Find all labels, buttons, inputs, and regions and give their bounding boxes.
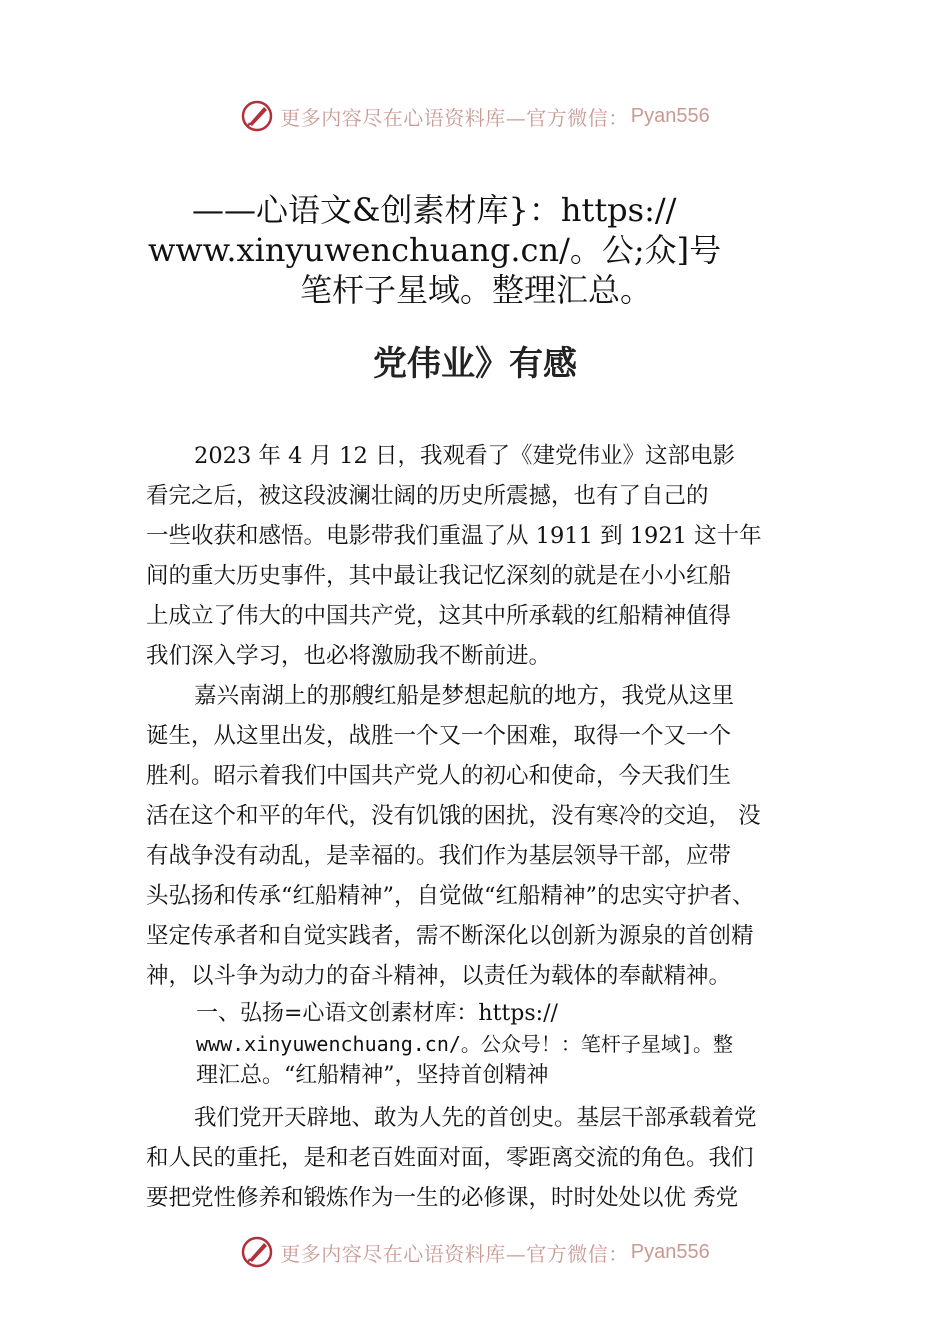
text-line: 一些收获和感悟。电影带我们重温了从 1911 到 1921 这十年: [146, 523, 762, 549]
text-line: 我们深入学习，也必将激励我不断前进。: [146, 643, 552, 669]
header-line-3: 笔杆子星域。整理汇总。: [300, 271, 653, 309]
banner-brand-text: 更多内容尽在心语资料库—官方微信：: [280, 1241, 629, 1266]
text-line: 胜利。昭示着我们中国共产党人的初心和使命，今天我们生: [146, 763, 732, 789]
text-line: 活在这个和平的年代，没有饥饿的困扰，没有寒冷的交迫， 没: [146, 803, 761, 829]
quill-logo-icon: [240, 1235, 274, 1269]
text-line: 2023 年 4 月 12 日，我观看了《建党伟业》这部电影: [194, 443, 735, 469]
text-line: 坚定传承者和自觉实践者，需不断深化以创新为源泉的首创精: [146, 923, 754, 949]
bottom-banner: [0, 1232, 950, 1272]
section-heading-1: [196, 998, 836, 1091]
text-line: 和人民的重托，是和老百姓面对面，零距离交流的角色。我们: [146, 1145, 754, 1171]
text-line: 要把党性修养和锻炼作为一生的必修课，时时处处以优 秀党: [146, 1185, 739, 1211]
document-title: 党伟业》有感: [373, 344, 577, 384]
text-line: 诞生，从这里出发，战胜一个又一个困难，取得一个又一个: [146, 723, 732, 749]
text-line: 嘉兴南湖上的那艘红船是梦想起航的地方，我党从这里: [194, 683, 735, 709]
text-line: 有战争没有动乱，是幸福的。我们作为基层领导干部，应带: [146, 843, 732, 869]
text-line: 上成立了伟大的中国共产党，这其中所承载的红船精神值得: [146, 603, 732, 629]
paragraph-3: [146, 1098, 836, 1218]
text-line: 神，以斗争为动力的奋斗精神，以责任为载体的奉献精神。: [146, 963, 732, 989]
paragraph-1: [146, 436, 836, 676]
banner-brand-text: 更多内容尽在心语资料库—官方微信：: [280, 105, 629, 130]
banner-wechat-id: Pyan556: [630, 104, 710, 127]
text-line: 头弘扬和传承“红船精神”，自觉做“红船精神”的忠实守护者、: [146, 883, 755, 909]
quill-logo-icon: [240, 99, 274, 133]
top-banner: [0, 96, 950, 136]
banner-wechat-id: Pyan556: [630, 1240, 710, 1263]
header-line-1: ——心语文&创素材库}：https://: [192, 191, 677, 229]
heading-line: www.xinyuwenchuang.cn/。公众号！：笔杆子星域]。整: [196, 1032, 733, 1056]
text-line: 看完之后，被这段波澜壮阔的历史所震撼，也有了自己的: [146, 483, 709, 509]
text-line: 间的重大历史事件，其中最让我记忆深刻的就是在小小红船: [146, 563, 732, 589]
heading-line: 一、弘扬=心语文创素材库：https://: [196, 1001, 558, 1026]
heading-line: 理汇总。“红船精神”，坚持首创精神: [196, 1063, 549, 1088]
paragraph-2: [146, 676, 836, 996]
header-line-2: www.xinyuwenchuang.cn/。公;众]号: [148, 231, 722, 269]
text-line: 我们党开天辟地、敢为人先的首创史。基层干部承载着党: [194, 1105, 757, 1131]
